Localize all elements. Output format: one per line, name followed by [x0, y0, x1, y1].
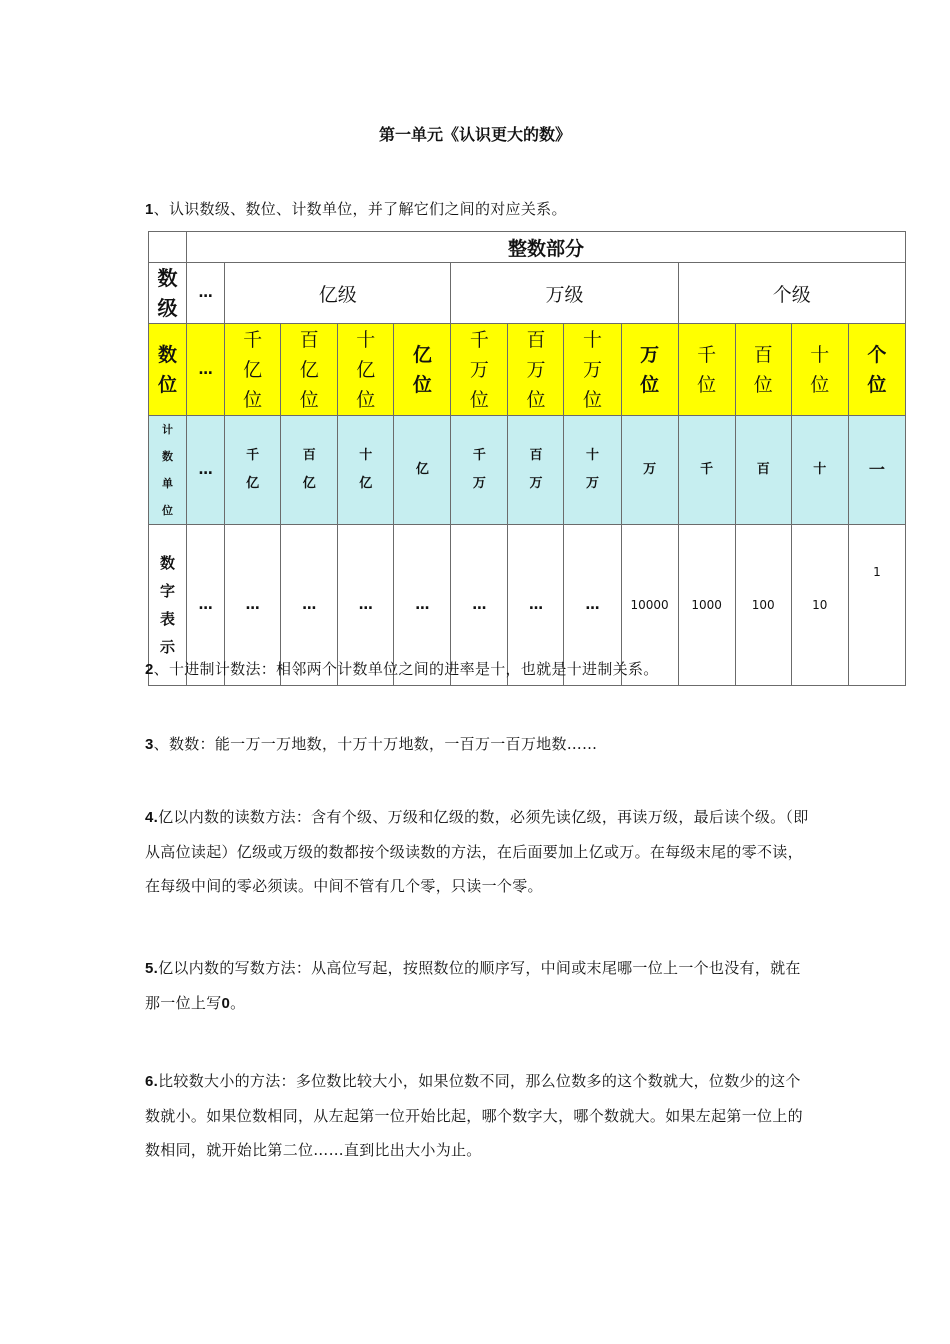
digit-ellipsis: … [187, 324, 225, 416]
value-cell: … [564, 525, 621, 686]
unit-cell [621, 416, 678, 525]
unit-text: 亿 [415, 462, 429, 477]
unit-cell [678, 416, 735, 525]
digit-cell [791, 324, 848, 416]
unit-text: 一 [868, 460, 885, 479]
digit-cell [338, 324, 394, 416]
integer-part-header: 整数部分 [187, 232, 906, 263]
point-3 [145, 727, 810, 762]
digit-text: 个位 [867, 343, 887, 396]
level-yi: 亿级 [225, 263, 451, 324]
zero-digit: 0 [221, 995, 231, 1012]
unit-row [149, 416, 906, 525]
value-cell: … [225, 525, 281, 686]
value-cell: 10000 [621, 525, 678, 686]
digit-text: 千亿位 [243, 328, 263, 411]
unit-cell [338, 416, 394, 525]
digit-text: 十亿位 [356, 328, 376, 411]
digit-text: 十万位 [583, 328, 603, 411]
value-cell: … [508, 525, 564, 686]
value-cell: 1 [848, 525, 905, 686]
point-number: 4. [145, 809, 159, 826]
digit-text: 万位 [640, 343, 660, 396]
point-number: 5. [145, 960, 159, 977]
unit-cell [848, 416, 905, 525]
point-text: 亿以内数的读数方法：含有个级、万级和亿级的数，必须先读亿级，再读万级，最后读个级。（即从高位读起）亿级或万级的数都按个级读数的方法，在后面要加上亿或万。在每级末尾的零不读，在每级中间的零必须读。中间不管有几个零，只读一个零。 [145, 808, 809, 895]
value-cell: … [281, 525, 338, 686]
value-side-text: 数字表示 [160, 554, 176, 656]
unit-text: 千万 [472, 448, 486, 491]
unit-text: 万 [643, 462, 657, 477]
digit-cell [564, 324, 621, 416]
digit-cell [848, 324, 905, 416]
unit-side-label [149, 416, 187, 525]
point-number: 2 [145, 661, 154, 678]
digit-row [149, 324, 906, 416]
unit-text: 十 [813, 462, 827, 477]
digit-text: 百亿位 [299, 328, 319, 411]
level-wan: 万级 [451, 263, 678, 324]
digit-side-label [149, 324, 187, 416]
unit-text: 百亿 [302, 448, 316, 491]
unit-cell [564, 416, 621, 525]
value-cell: … [451, 525, 508, 686]
digit-text: 千万位 [469, 328, 489, 411]
point-number: 1 [145, 201, 154, 218]
header-corner [149, 232, 187, 263]
point-6 [145, 1064, 810, 1167]
level-side-text: 数级 [157, 266, 178, 320]
level-ge: 个级 [678, 263, 905, 324]
unit-text: 百 [756, 462, 770, 477]
digit-text: 百万位 [526, 328, 546, 411]
unit-text: 十万 [586, 448, 600, 491]
point-end: 。 [230, 994, 246, 1012]
point-number: 3 [145, 736, 154, 753]
unit-cell [394, 416, 451, 525]
point-text: 、认识数级、数位、计数单位，并了解它们之间的对应关系。 [153, 200, 567, 218]
point-4 [145, 800, 810, 903]
digit-cell [678, 324, 735, 416]
point-text: 、数数：能一万一万地数，十万十万地数，一百万一百万地数…… [153, 735, 598, 753]
value-cell: … [394, 525, 451, 686]
value-cell: … [338, 525, 394, 686]
digit-cell [225, 324, 281, 416]
value-cell: 1000 [678, 525, 735, 686]
point-5 [145, 951, 810, 1021]
unit-side-text: 计数单位 [162, 423, 174, 517]
point-1 [145, 192, 810, 227]
unit-text: 千亿 [246, 448, 260, 491]
point-text: 亿以内数的写数方法：从高位写起，按照数位的顺序写，中间或末尾哪一位上一个也没有，就在那一位上写 [145, 959, 801, 1012]
digit-cell [451, 324, 508, 416]
value-cell: 100 [735, 525, 791, 686]
unit-cell [281, 416, 338, 525]
digit-cell [735, 324, 791, 416]
digit-cell [394, 324, 451, 416]
unit-text: 百万 [529, 448, 543, 491]
level-ellipsis: … [187, 263, 225, 324]
value-cell: 10 [791, 525, 848, 686]
unit-cell [791, 416, 848, 525]
digit-cell [621, 324, 678, 416]
page-title: 第一单元《认识更大的数》 [378, 125, 571, 144]
digit-text: 百位 [753, 343, 773, 396]
digit-text: 亿位 [412, 343, 432, 396]
unit-ellipsis: … [187, 416, 225, 525]
digit-text: 千位 [697, 343, 717, 396]
digit-cell [281, 324, 338, 416]
digit-side-text: 数位 [158, 343, 178, 396]
digit-text: 十位 [810, 343, 830, 396]
level-side-label [149, 263, 187, 324]
unit-cell [225, 416, 281, 525]
place-value-table [148, 231, 906, 686]
point-2 [145, 652, 810, 687]
unit-text: 千 [700, 462, 714, 477]
unit-cell [735, 416, 791, 525]
value-ellipsis: … [187, 525, 225, 686]
point-text: 比较数大小的方法：多位数比较大小，如果位数不同，那么位数多的这个数就大，位数少的这个数就小。如果位数相同，从左起第一位开始比起，哪个数字大，哪个数就大。如果左起第一位上的数相同，就开始比第二位……直到比出大小为止。 [145, 1072, 803, 1159]
unit-cell [451, 416, 508, 525]
unit-text: 十亿 [359, 448, 373, 491]
digit-cell [508, 324, 564, 416]
point-number: 6. [145, 1073, 159, 1090]
point-text: 、十进制计数法：相邻两个计数单位之间的进率是十，也就是十进制关系。 [153, 660, 659, 678]
unit-cell [508, 416, 564, 525]
